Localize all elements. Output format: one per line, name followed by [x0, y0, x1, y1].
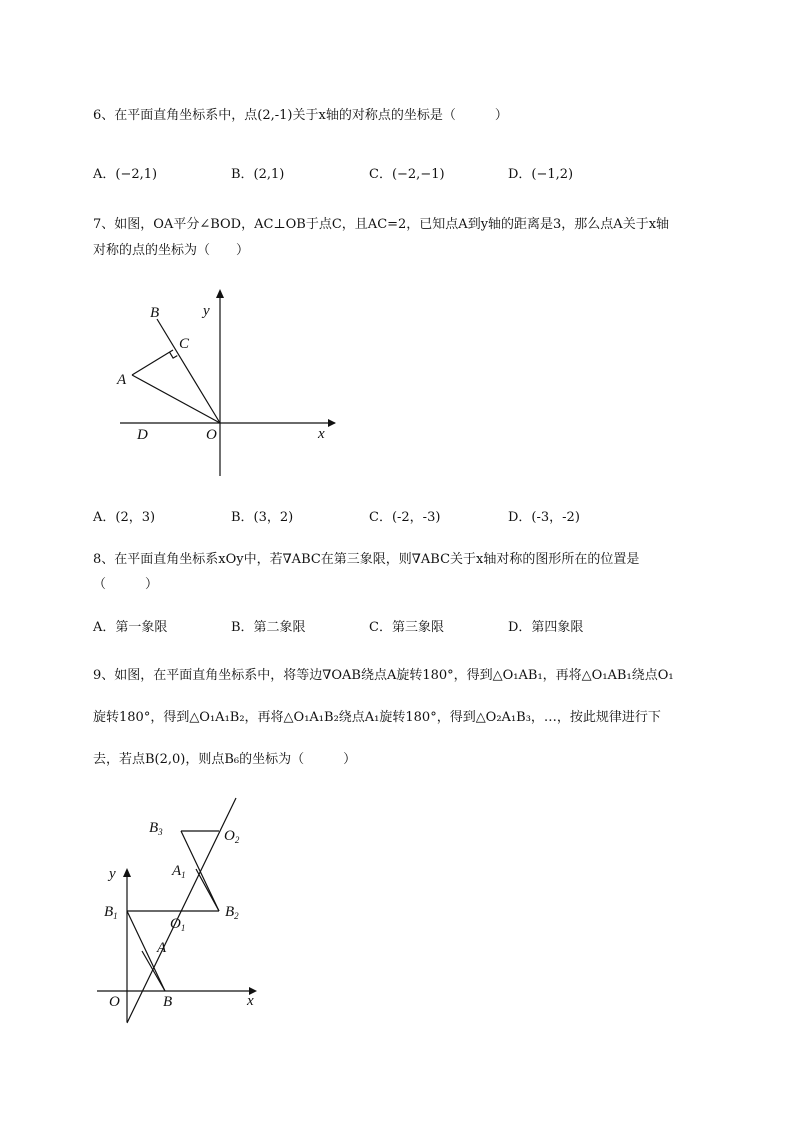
- q8-option-a: A．第一象限: [93, 620, 168, 635]
- q9-label-a: A: [157, 940, 167, 956]
- q7-figure: [110, 283, 350, 483]
- q9-label-y: y: [109, 866, 116, 882]
- q7-segment-ac: [132, 350, 173, 375]
- q7-option-b: B．(3，2): [231, 510, 294, 525]
- q7-option-d: D．(-3，-2): [508, 510, 580, 525]
- q7-label-c: C: [179, 336, 190, 352]
- q8-option-b: B．第二象限: [231, 620, 306, 635]
- question-8-line1: 8、在平面直角坐标系xOy中，若∇ABC在第三象限，则∇ABC关于x轴对称的图形所在的位置是: [93, 552, 640, 567]
- q8-option-d: D．第四象限: [508, 620, 584, 635]
- question-9-line1: 9、如图，在平面直角坐标系中，将等边∇OAB绕点A旋转180°，得到△O₁AB₁，再将△O₁AB₁绕点O₁: [93, 668, 674, 683]
- question-9-line2: 旋转180°，得到△O₁A₁B₂，再将△O₁A₁B₂绕点A₁旋转180°，得到△O₂A₁B₃，…，按此规律进行下: [93, 710, 661, 725]
- q9-label-o2: $O_2$: [224, 828, 240, 845]
- q7-label-y: y: [203, 303, 210, 319]
- q7-label-o: O: [206, 427, 217, 443]
- q7-y-arrow: [216, 289, 224, 298]
- q9-label-b3: $B_3$: [149, 820, 163, 837]
- q7-right-angle-mark: [170, 352, 178, 358]
- q7-segment-oa: [132, 375, 220, 423]
- q9-label-a1: $A_1$: [172, 863, 186, 880]
- q9-label-x: x: [247, 993, 254, 1009]
- q7-label-a: A: [117, 372, 127, 388]
- q9-label-b2: $B_2$: [225, 904, 239, 921]
- q6-option-b: B．(2,1): [231, 167, 285, 182]
- q9-figure: [90, 795, 280, 1030]
- q7-x-arrow: [328, 419, 336, 427]
- q9-y-arrow: [123, 868, 131, 877]
- q9-label-b: B: [163, 994, 173, 1010]
- q7-option-c: C．(-2，-3): [369, 510, 441, 525]
- q7-label-d: D: [137, 427, 148, 443]
- q8-option-c: C．第三象限: [369, 620, 444, 635]
- q7-option-a: A．(2，3): [93, 510, 156, 525]
- q6-option-c: C．(−2,−1): [369, 167, 445, 182]
- question-6-text: 6、在平面直角坐标系中，点(2,-1)关于x轴的对称点的坐标是（ ）: [93, 108, 508, 123]
- q6-option-d: D．(−1,2): [508, 167, 574, 182]
- q7-segment-ob: [157, 319, 220, 423]
- question-9-line3: 去，若点B(2,0)，则点B₆的坐标为（ ）: [93, 752, 357, 767]
- q6-option-a: A．(−2,1): [93, 167, 158, 182]
- question-7-line2: 对称的点的坐标为（ ）: [93, 243, 250, 258]
- q9-label-o: O: [109, 994, 120, 1010]
- q7-label-b: B: [150, 305, 160, 321]
- question-7-line1: 7、如图，OA平分∠BOD，AC⊥OB于点C，且AC=2，已知点A到y轴的距离是3，那么点A关于x轴: [93, 217, 670, 232]
- q9-label-o1: $O_1$: [170, 916, 186, 933]
- question-8-line2: （ ）: [93, 577, 159, 592]
- q7-label-x: x: [318, 426, 325, 442]
- q9-label-b1: $B_1$: [104, 904, 118, 921]
